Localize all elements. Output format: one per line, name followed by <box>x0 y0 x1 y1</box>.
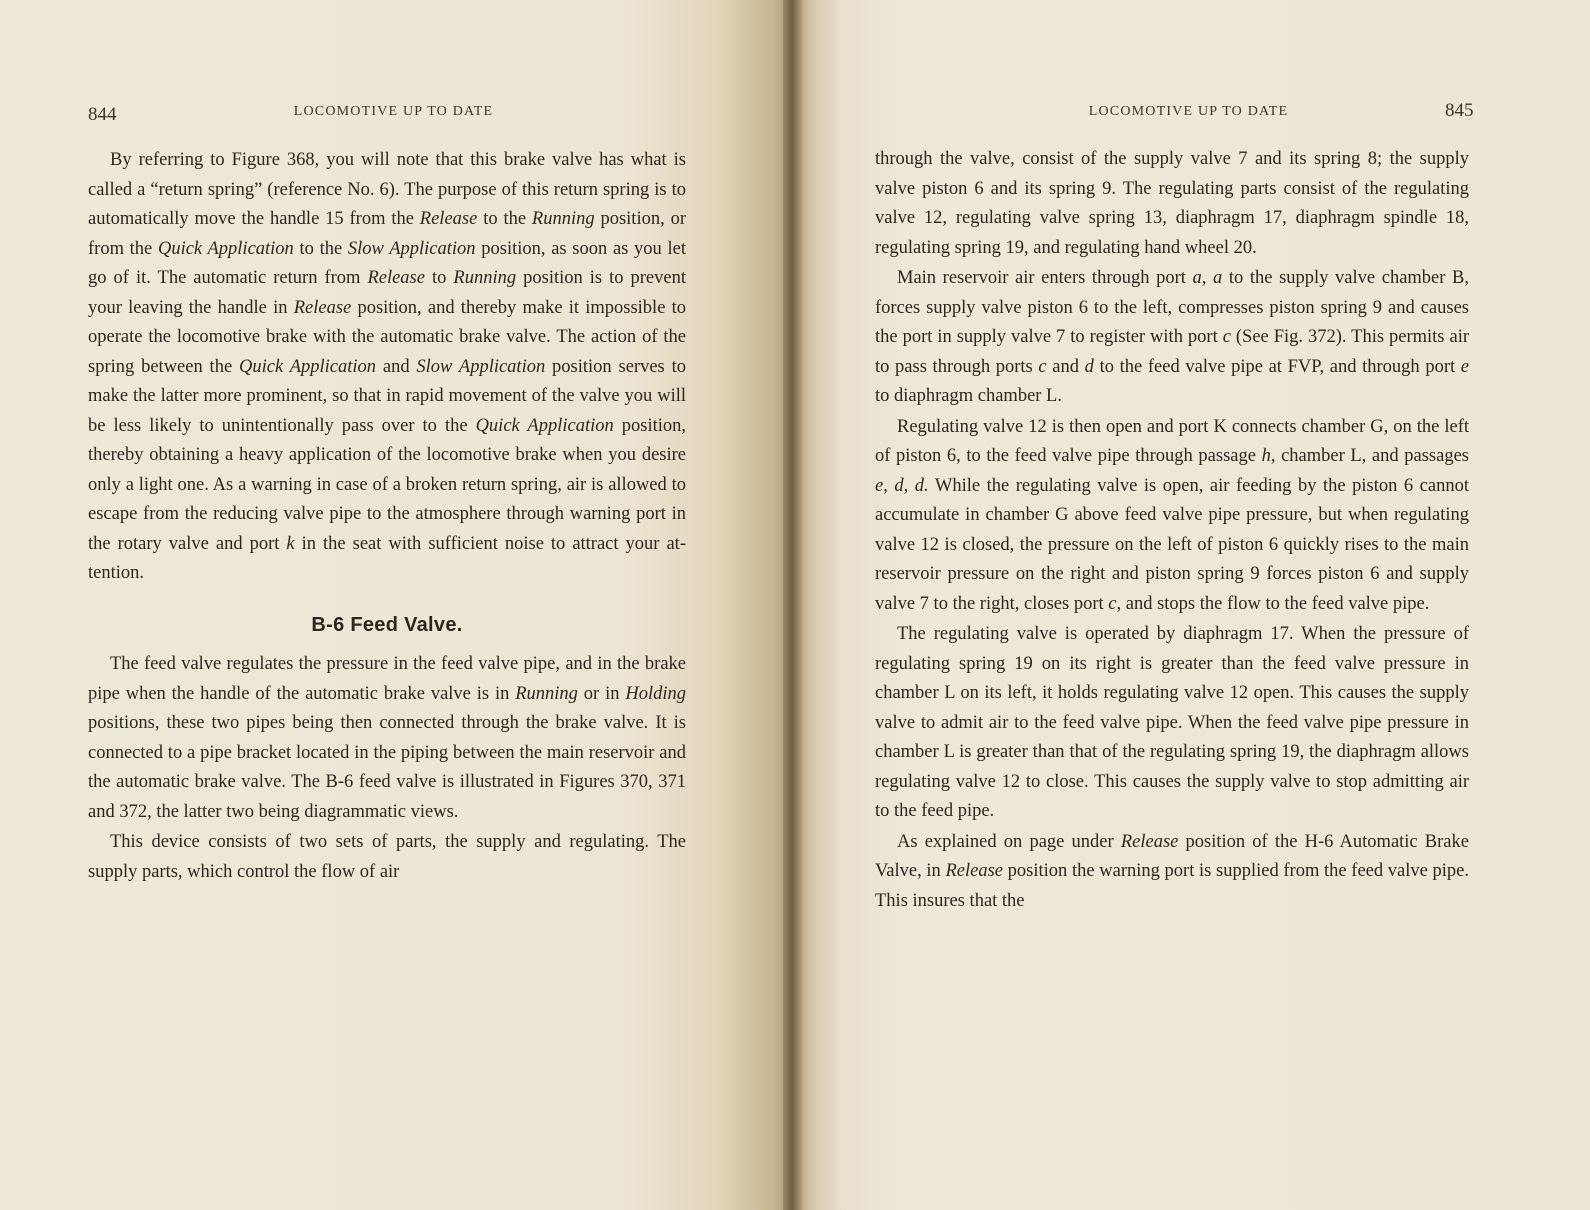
page-number: 845 <box>1445 100 1474 121</box>
book-gutter <box>783 0 803 1210</box>
section-heading: B-6 Feed Valve. <box>311 613 463 636</box>
body-text <box>88 146 686 887</box>
paragraph: As explained on page under Release position of the H-6 Automatic Brake Valve, in Release position the warning port is supplied from the feed valve pipe. This insures that the <box>875 831 1469 911</box>
paragraph: This device consists of two sets of parts, the supply and regulating. The supply parts, which control the flow of air <box>88 832 686 882</box>
running-head: LOCOMOTIVE UP TO DATE <box>1088 104 1289 119</box>
paragraph: through the valve, consist of the supply valve 7 and its spring 8; the supply valve piston 6 and its spring 9. The regulating parts consist of the regulating valve 12, regulating valve spring 13, diaphragm 17, diaphragm spindle 18, regulating spring 19, and regulating hand wheel 20. <box>875 149 1469 258</box>
paragraph: Main reservoir air enters through port a, a to the supply valve chamber B, forces supply valve piston 6 to the left, compresses piston spring 9 and causes the port in supply valve 7 to register with port c (See Fig. 372). This permits air to pass through ports c and d to the feed valve pipe at FVP, and through port e to diaphragm chamber L. <box>875 268 1469 406</box>
running-head: LOCOMOTIVE UP TO DATE <box>293 104 494 119</box>
right-page <box>795 0 1590 1210</box>
page-number: 844 <box>88 104 117 125</box>
paragraph: Regulating valve 12 is then open and port K connects chamber G, on the left of piston 6, to the feed valve pipe through passage h, chamber L, and passages e, d, d. While the regulating valve is open, air feeding by the piston 6 cannot accumulate in chamber G above feed valve pipe pressure, but when regulating valve 12 is closed, the pressure on the left of piston 6 quickly rises to the main reservoir pressure on the right and piston spring 9 forces piston 6 and supply valve 7 to the right, closes port c, and stops the flow to the feed valve pipe. <box>875 416 1469 614</box>
paragraph: The regulating valve is operated by diaphragm 17. When the pressure of regulating spring 19 on its right is greater than the feed valve pressure in chamber L on its left, it holds regulating valve 12 open. This causes the supply valve to admit air to the feed valve pipe. When the feed valve pipe pressure in chamber L is greater than that of the regulating spring 19, the diaphragm allows regulating valve 12 to close. This causes the supply valve to stop admitting air to the feed pipe. <box>875 624 1469 821</box>
body-text <box>875 145 1469 916</box>
paragraph: The feed valve regulates the pressure in the feed valve pipe, and in the brake pipe when the handle of the automatic brake valve is in Running or in Holding positions, these two pipes being then connected through the brake valve. It is connected to a pipe bracket located in the piping between the main reservoir and the automatic brake valve. The B-6 feed valve is illustrated in Figures 370, 371 and 372, the latter two being diagrammatic views. <box>88 654 686 822</box>
paragraph: By referring to Figure 368, you will note that this brake valve has what is called a “return spring” (reference No. 6). The purpose of this return spring is to automatically move the handle 15 from the Release to the Running position, or from the Quick Application to the Slow Application position, as soon as you let go of it. The automatic return from Release to Running position is to prevent your leaving the handle in Release position, and thereby make it impossible to operate the locomotive brake with the automatic brake valve. The action of the spring between the Quick Application and Slow Application position serves to make the latter more prominent, so that in rapid movement of the valve you will be less likely to unintentionally pass over to the Quick Application position, thereby obtaining a heavy application of the locomotive brake when you desire only a light one. As a warning in case of a broken return spring, air is allowed to escape from the reducing valve pipe to the atmosphere through warning port in the rotary valve and port k in the seat with sufficient noise to attract your attention. <box>88 150 686 583</box>
